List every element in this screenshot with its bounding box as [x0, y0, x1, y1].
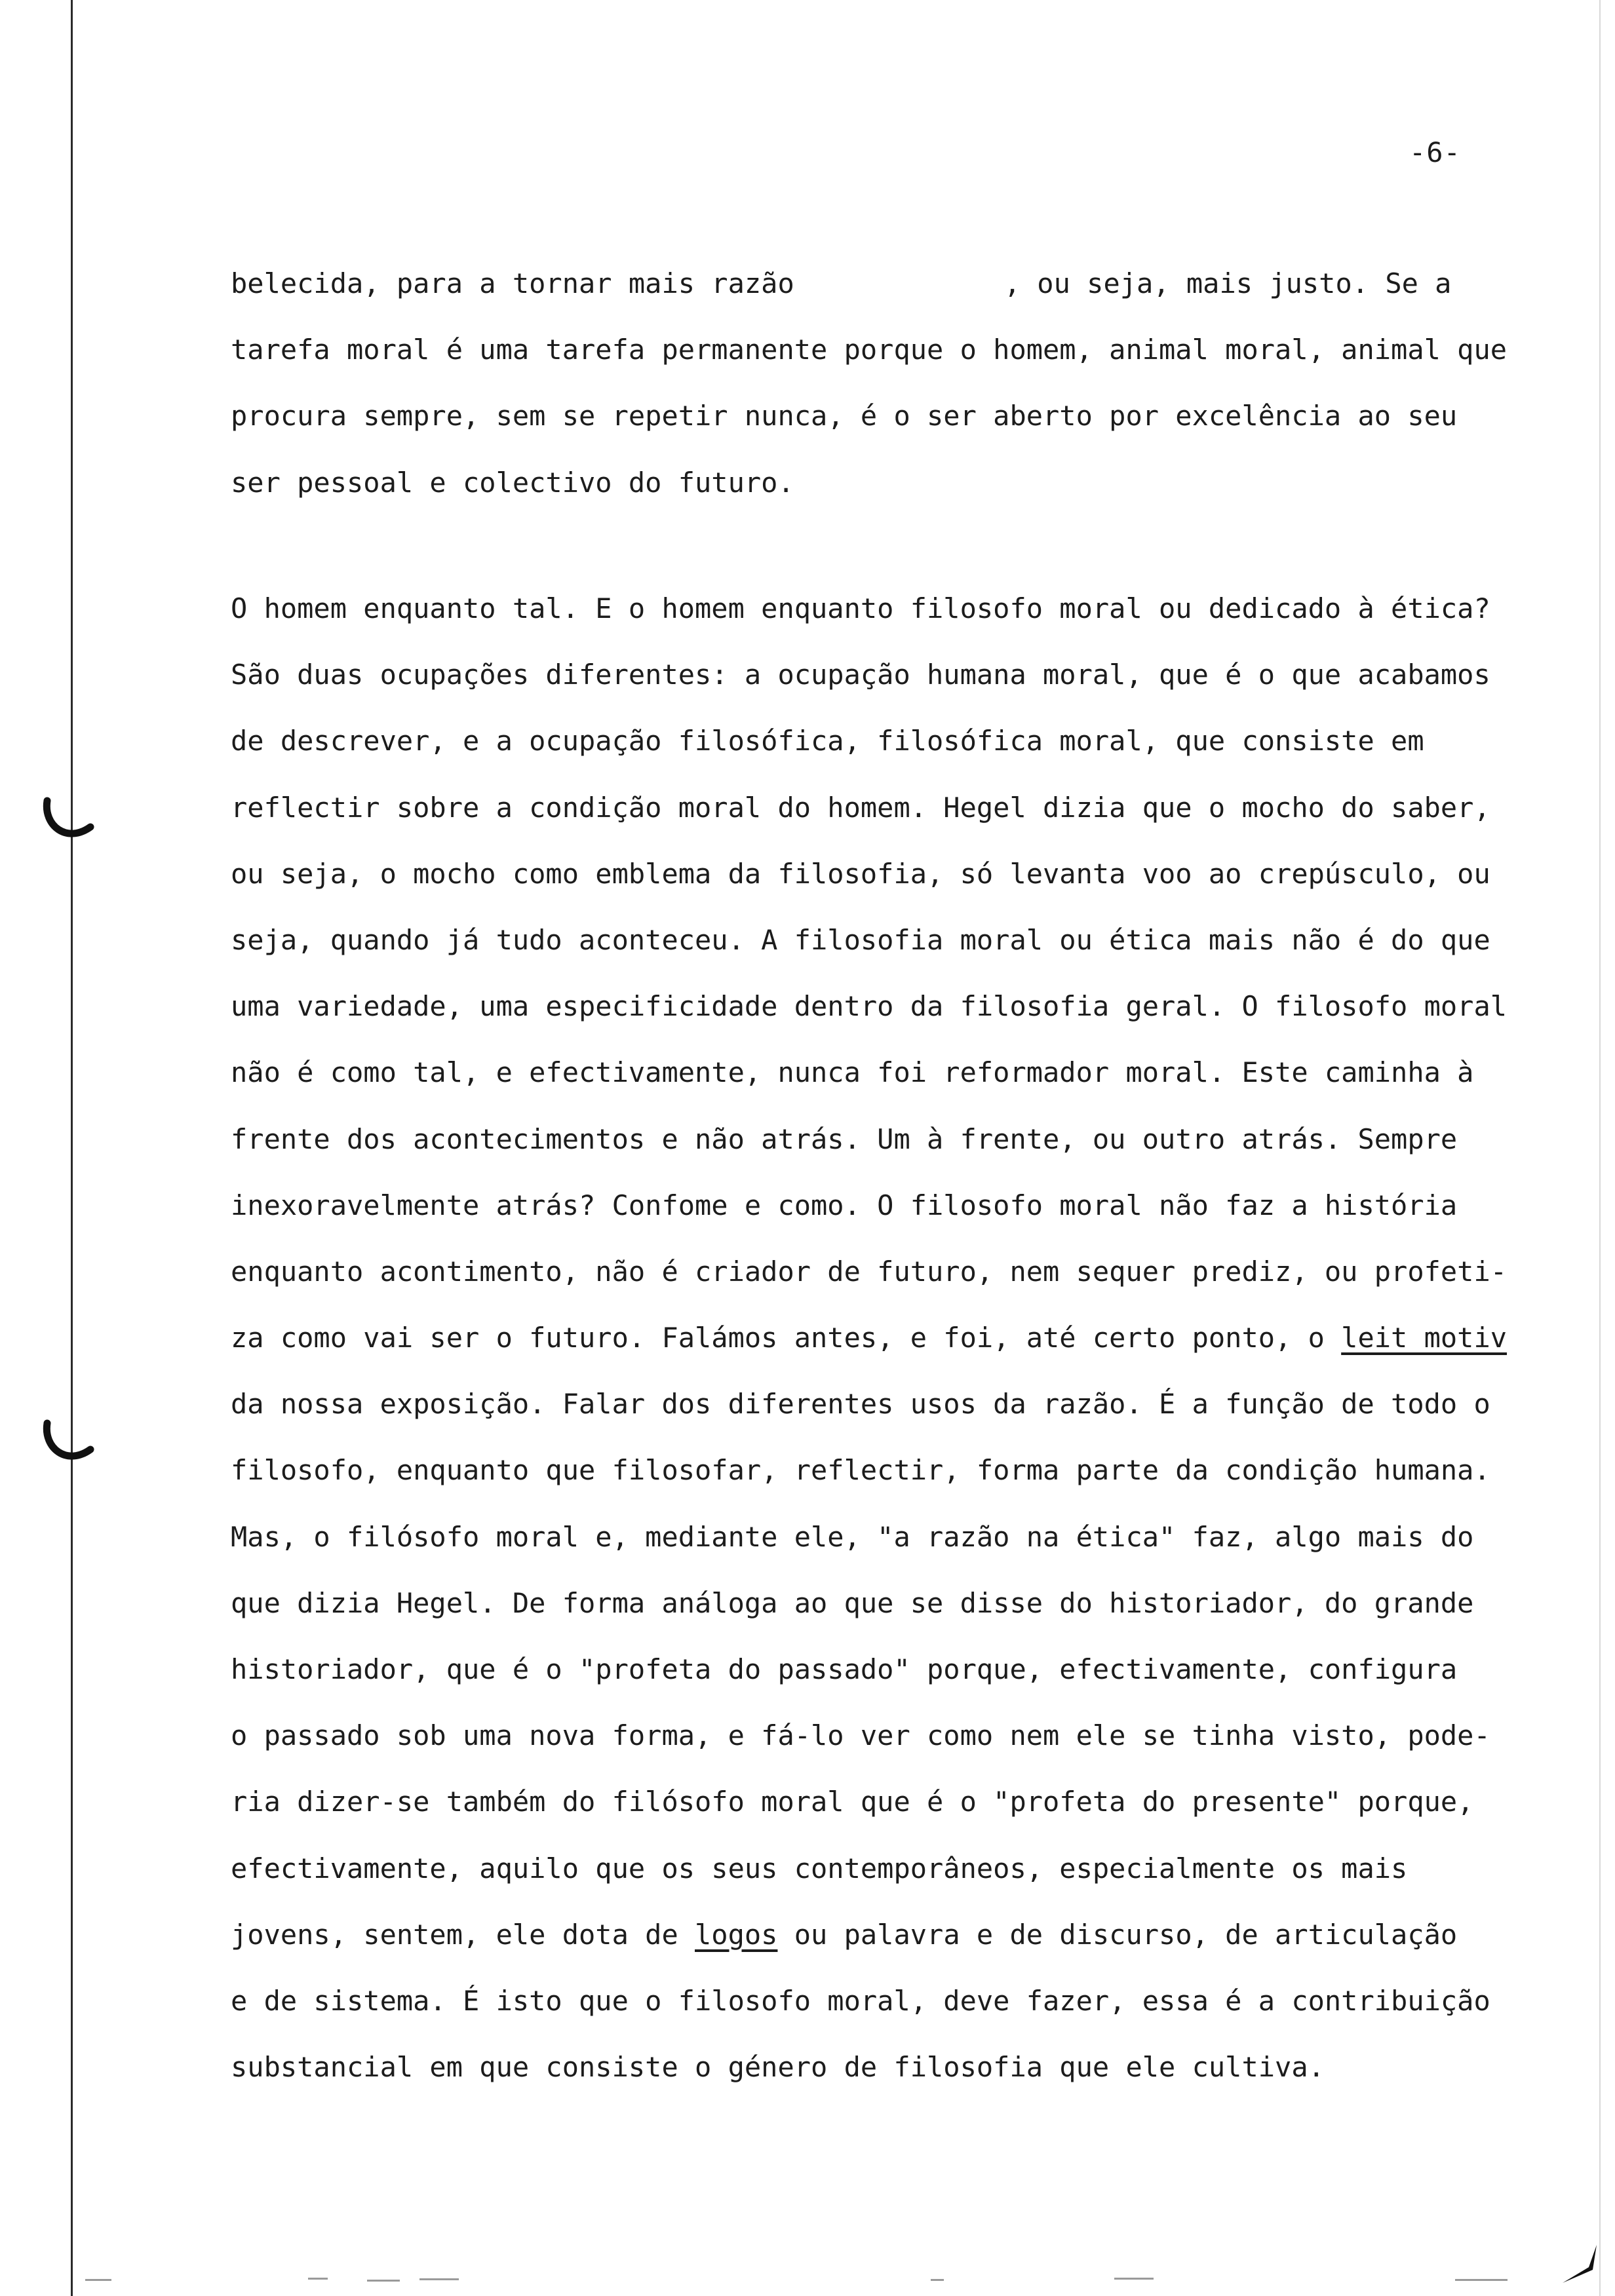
text-segment: za como vai ser o futuro. Falámos antes, e foi, até certo ponto, o: [231, 1322, 1342, 1354]
text-line: enquanto acontimento, não é criador de futuro, nem sequer prediz, ou profeti-: [231, 1255, 1508, 1288]
binder-clip-mark-icon: [41, 1415, 100, 1468]
text-line: São duas ocupações diferentes: a ocupação humana moral, que é o que acabamos: [231, 659, 1490, 691]
text-segment: jovens, sentem, ele dota de: [231, 1918, 695, 1951]
text-line: efectivamente, aquilo que os seus contemporâneos, especialmente os mais: [231, 1852, 1408, 1885]
text-line: O homem enquanto tal. E o homem enquanto filosofo moral ou dedicado à ética?: [231, 592, 1490, 624]
text-line: [231, 1305, 1548, 1371]
text-line: inexoravelmente atrás? Confome e como. O filosofo moral não faz a história: [231, 1189, 1458, 1221]
text-line: seja, quando já tudo aconteceu. A filosofia moral ou ética mais não é do que: [231, 923, 1490, 956]
text-line: o passado sob uma nova forma, e fá-lo ver como nem ele se tinha visto, pode-: [231, 1719, 1490, 1752]
text-line: e de sistema. É isto que o filosofo moral, deve fazer, essa é a contribuição: [231, 1984, 1490, 2017]
binder-clip-mark-icon: [41, 793, 100, 845]
text-line: da nossa exposição. Falar dos diferentes usos da razão. É a função de todo o: [231, 1388, 1490, 1421]
binding-margin-line: [71, 0, 73, 2296]
underlined-term: leit motiv: [1341, 1322, 1508, 1354]
text-line: ser pessoal e colectivo do futuro.: [231, 466, 794, 499]
text-line: ria dizer-se também do filósofo moral que é o "profeta do presente" porque,: [231, 1786, 1474, 1818]
paragraph-2: [231, 575, 1548, 2100]
text-line: historiador, que é o "profeta do passado" porque, efectivamente, configura: [231, 1653, 1458, 1685]
page-number: -6-: [1409, 136, 1461, 168]
text-segment: ou palavra e de discurso, de articulação: [777, 1918, 1458, 1951]
text-line: ou seja, o mocho como emblema da filosofia, só levanta voo ao crepúsculo, ou: [231, 857, 1490, 890]
page-right-edge: [1599, 0, 1601, 2296]
underlined-term: logos: [695, 1918, 778, 1951]
text-line: uma variedade, uma especificidade dentro da filosofia geral. O filosofo moral: [231, 990, 1508, 1023]
text-line: reflectir sobre a condição moral do homem. Hegel dizia que o mocho do saber,: [231, 791, 1490, 824]
text-line: [231, 1902, 1548, 1968]
paragraph-1: [231, 250, 1548, 516]
text-line: de descrever, e a ocupação filosófica, filosófica moral, que consiste em: [231, 725, 1424, 757]
text-line: Mas, o filósofo moral e, mediante ele, "a razão na ética" faz, algo mais do: [231, 1520, 1474, 1553]
text-line: tarefa moral é uma tarefa permanente porque o homem, animal moral, animal que: [231, 334, 1508, 366]
text-line: frente dos acontecimentos e não atrás. Um à frente, ou outro atrás. Sempre: [231, 1122, 1458, 1155]
text-line: não é como tal, e efectivamente, nunca foi reformador moral. Este caminha à: [231, 1056, 1474, 1089]
text-segment: , ou seja, mais justo. Se a: [1003, 267, 1452, 299]
scan-noise-decoration: [79, 2274, 1586, 2287]
text-line: procura sempre, sem se repetir nunca, é o ser aberto por excelência ao seu: [231, 400, 1458, 432]
text-segment: belecida, para a tornar mais razão: [231, 267, 794, 299]
text-line: que dizia Hegel. De forma análoga ao que se disse do historiador, do grande: [231, 1586, 1474, 1619]
text-line: filosofo, enquanto que filosofar, reflectir, forma parte da condição humana.: [231, 1454, 1490, 1487]
text-line: [231, 250, 1548, 316]
text-line: substancial em que consiste o género de filosofia que ele cultiva.: [231, 2051, 1325, 2084]
